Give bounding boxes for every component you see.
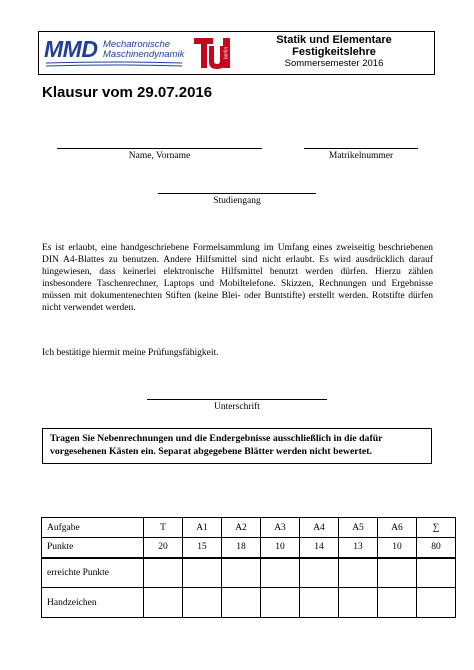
tu-logo-icon	[193, 36, 231, 70]
signature-row	[42, 588, 456, 618]
handzeichen-cell[interactable]	[183, 588, 222, 618]
matrikel-label: Matrikelnummer	[328, 151, 394, 161]
signature-line[interactable]	[147, 399, 327, 400]
points-cell: 20	[144, 538, 183, 558]
name-line[interactable]	[57, 148, 262, 149]
handzeichen-cell[interactable]	[378, 588, 417, 618]
points-cell: 10	[378, 538, 417, 558]
course-title-line2: Festigkeitslehre	[292, 46, 376, 58]
achieved-cell[interactable]	[261, 558, 300, 588]
table-header-cell: A6	[378, 518, 417, 538]
achieved-cell[interactable]	[300, 558, 339, 588]
table-header-row	[42, 518, 456, 538]
achieved-cell[interactable]	[378, 558, 417, 588]
semester: Sommersemester 2016	[284, 58, 384, 69]
points-cell: 80	[417, 538, 456, 558]
achieved-label: erreichte Punkte	[42, 558, 144, 588]
name-label: Name, Vorname	[128, 151, 191, 161]
handzeichen-cell[interactable]	[222, 588, 261, 618]
table-header-cell: T	[144, 518, 183, 538]
tu-berlin-logo	[193, 36, 231, 70]
achieved-cell[interactable]	[144, 558, 183, 588]
table-header-cell: A2	[222, 518, 261, 538]
table-header-cell: A3	[261, 518, 300, 538]
handzeichen-cell[interactable]	[261, 588, 300, 618]
achieved-cell[interactable]	[417, 558, 456, 588]
handzeichen-cell[interactable]	[417, 588, 456, 618]
points-cell: 10	[261, 538, 300, 558]
points-cell: 14	[300, 538, 339, 558]
points-cell: 15	[183, 538, 222, 558]
table-header-cell: A5	[339, 518, 378, 538]
achieved-cell[interactable]	[183, 558, 222, 588]
studiengang-line[interactable]	[158, 193, 316, 194]
achieved-cell[interactable]	[339, 558, 378, 588]
table-header-cell: A4	[300, 518, 339, 538]
table-header-cell: Aufgabe	[42, 518, 144, 538]
exam-title: Klausur vom 29.07.2016	[42, 84, 213, 101]
achieved-row	[42, 558, 456, 588]
rules-paragraph: Es ist erlaubt, eine handgeschriebene Formelsammlung im Umfang eines zweiseitig beschriebenen DIN A4-Blattes zu benutzen. Andere Hilfsmittel sind nicht erlaubt. Es wird ausdrücklich darauf hingewiesen, dass keinerlei elektronische Hilfsmittel benutzt werden dürfen. Hierzu zählen insbesondere Taschenrechner, Laptops und Mobiltelefone. Skizzen, Rechnungen und Ergebnisse müssen mit dokumentenechten Stiften (keine Blei- oder Buntstifte) erstellt werden. Rotstifte dürfen nicht verwendet werden.	[42, 243, 433, 313]
matrikel-line[interactable]	[304, 148, 418, 149]
signature-label: Unterschrift	[214, 402, 260, 412]
points-cell: 18	[222, 538, 261, 558]
notice-box: Tragen Sie Nebenrechnungen und die Endergebnisse ausschließlich in die dafür vorgesehenen Kästen ein. Separat abgegebene Blätter werden nicht bewertet.	[42, 428, 432, 464]
mmd-logo-abbr: MMD	[44, 36, 98, 62]
header-title	[236, 34, 432, 70]
mmd-swoosh-icon	[44, 61, 184, 69]
sum-symbol: ∑	[417, 518, 456, 538]
handzeichen-label: Handzeichen	[42, 588, 144, 618]
mmd-logo-line1: Mechatronische	[103, 39, 171, 50]
handzeichen-cell[interactable]	[300, 588, 339, 618]
handzeichen-cell[interactable]	[144, 588, 183, 618]
studiengang-label: Studiengang	[213, 196, 261, 206]
points-cell: 13	[339, 538, 378, 558]
score-table	[41, 517, 456, 618]
confirmation-text: Ich bestätige hiermit meine Prüfungsfähigkeit.	[42, 348, 219, 358]
table-header-cell: A1	[183, 518, 222, 538]
handzeichen-cell[interactable]	[339, 588, 378, 618]
mmd-logo-line2: Maschinendynamik	[103, 49, 185, 60]
tu-logo-text: berlin	[223, 46, 230, 60]
points-label: Punkte	[42, 538, 144, 558]
achieved-cell[interactable]	[222, 558, 261, 588]
course-title-line1: Statik und Elementare	[276, 34, 392, 46]
points-row	[42, 538, 456, 558]
